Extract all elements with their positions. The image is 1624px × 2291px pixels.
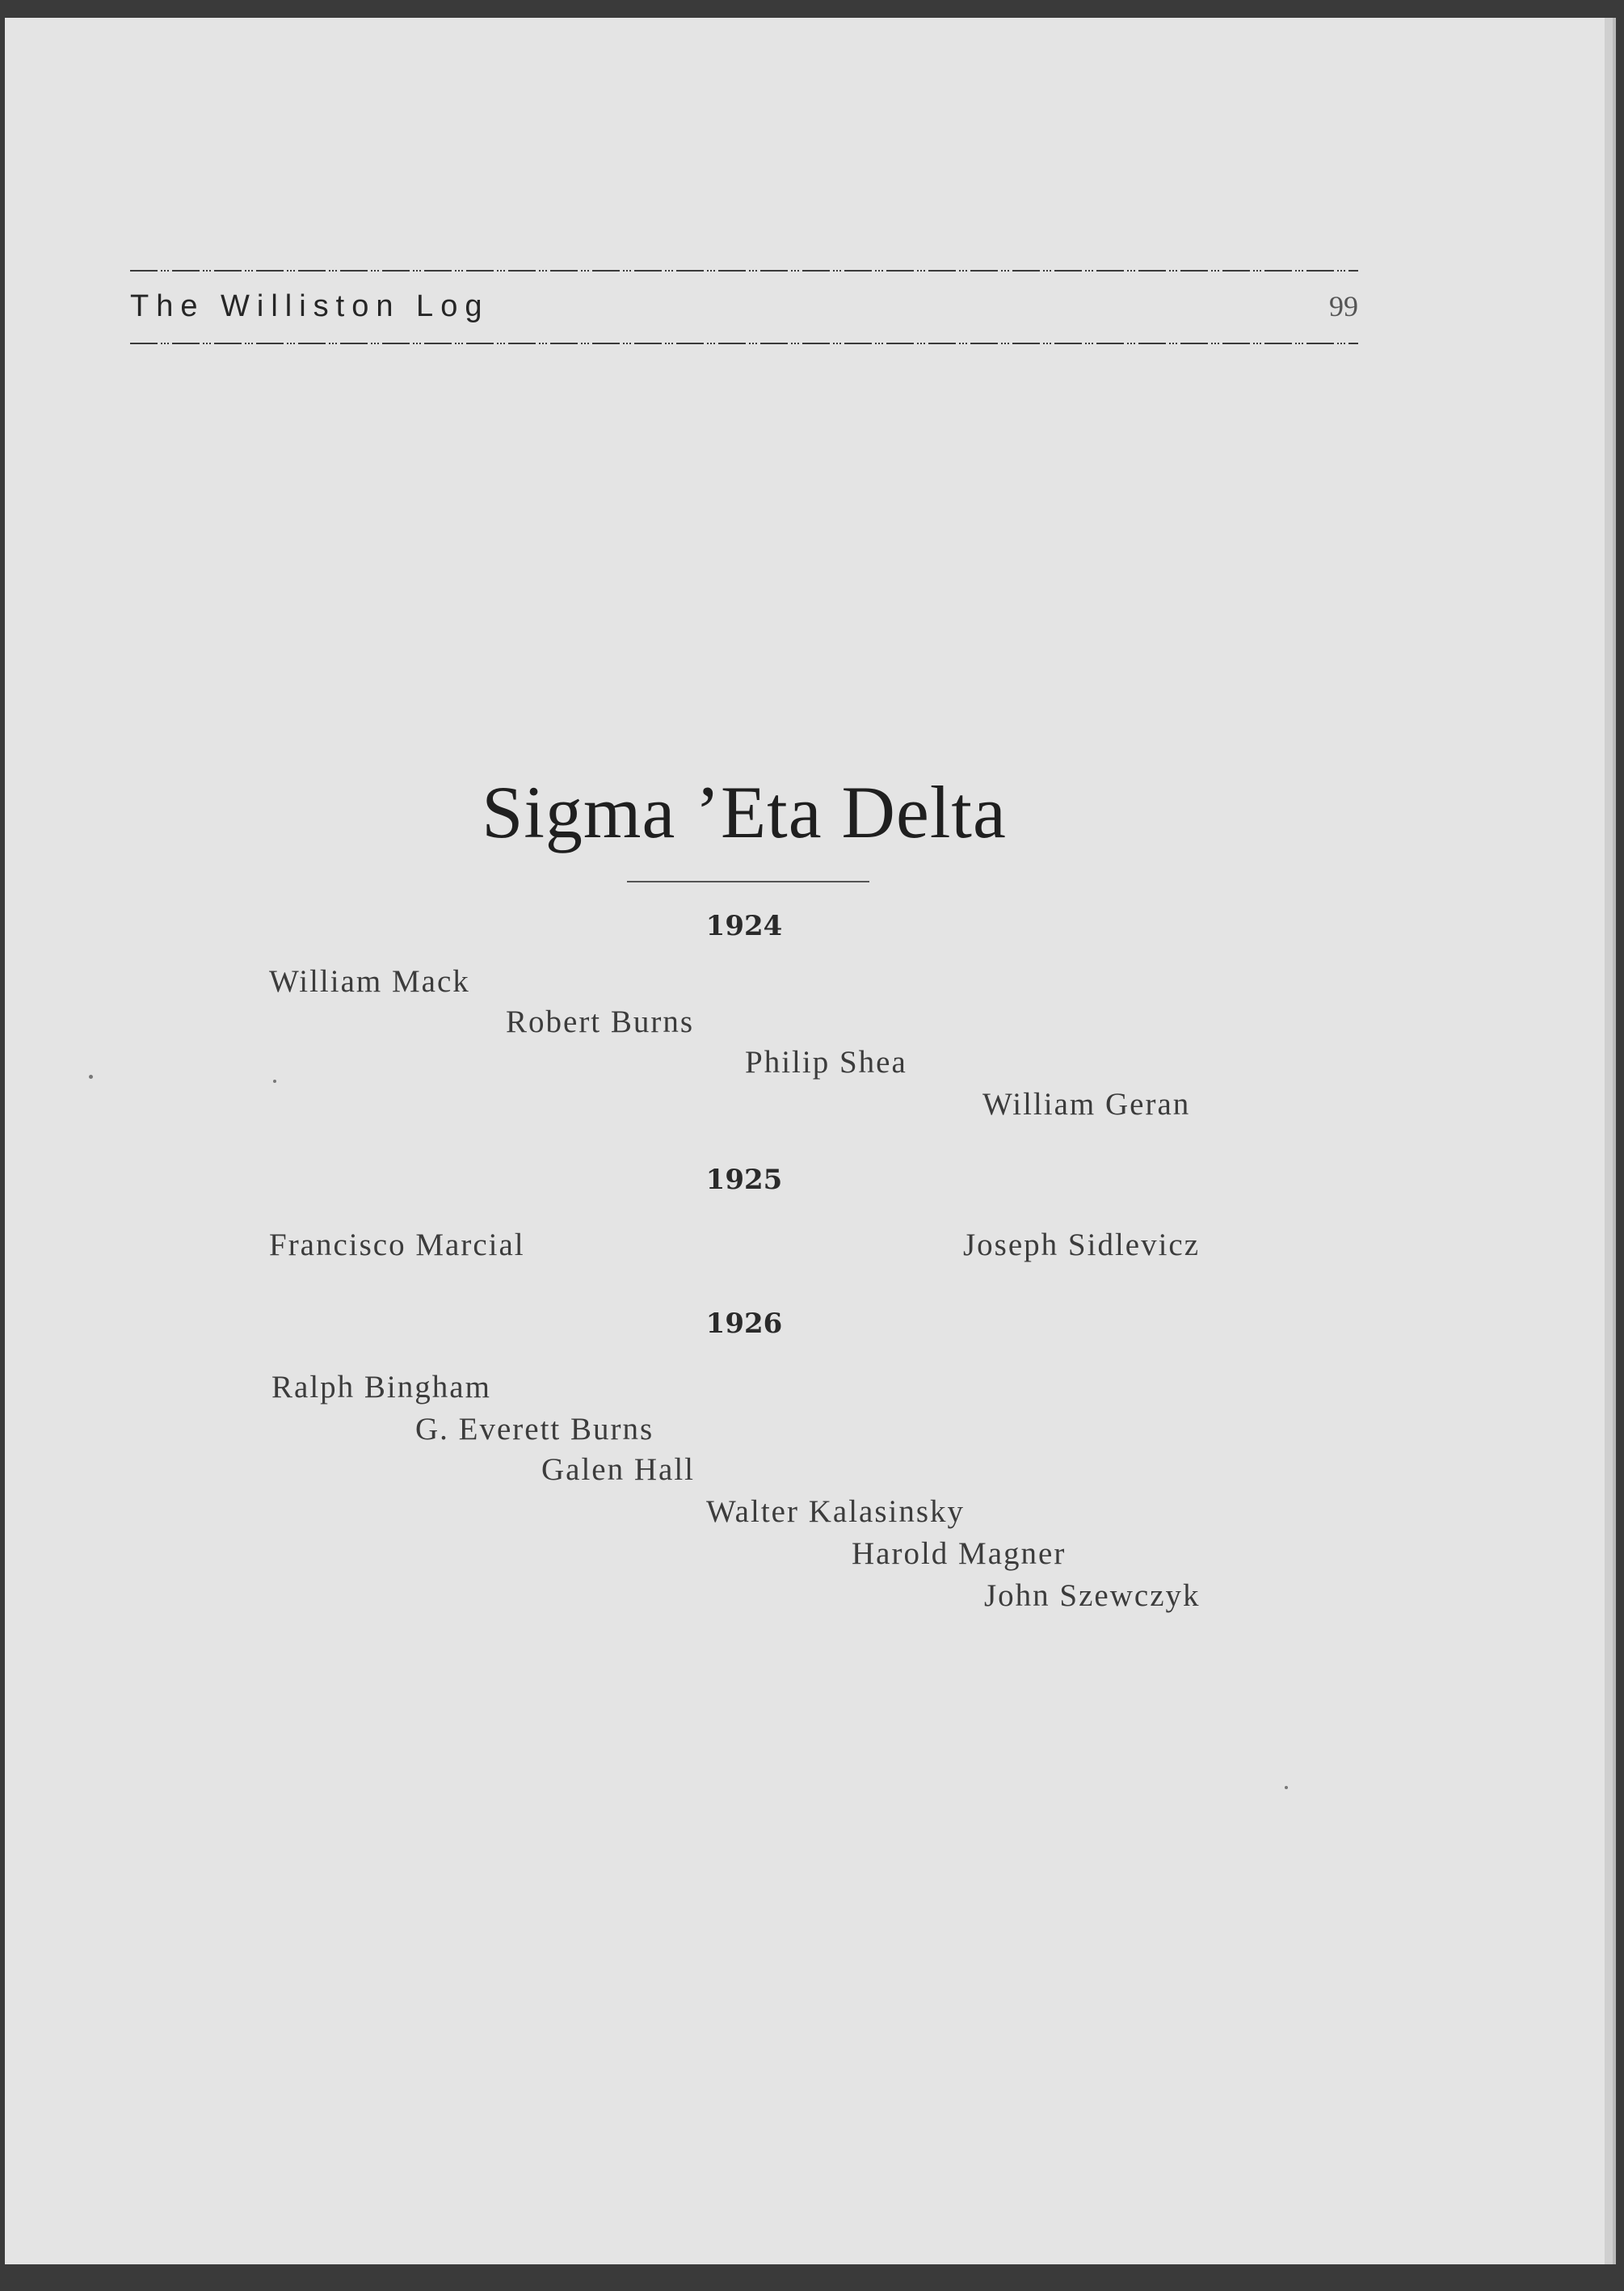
- year-heading-1925: 1925: [705, 1164, 783, 1196]
- header-rule-bottom: [130, 341, 1358, 346]
- running-head: [130, 289, 1358, 338]
- article-title: Sigma ’Eta Delta: [482, 771, 1007, 853]
- paper-speck: [273, 1080, 276, 1083]
- member-name: Galen Hall: [541, 1452, 696, 1487]
- member-name: Harold Magner: [852, 1536, 1067, 1571]
- member-name: Francisco Marcial: [269, 1228, 525, 1262]
- page-number: 99: [1329, 290, 1358, 322]
- member-name: Robert Burns: [506, 1004, 695, 1039]
- member-name: William Mack: [269, 964, 470, 999]
- member-name: Walter Kalasinsky: [706, 1494, 966, 1529]
- member-name: Ralph Bingham: [271, 1370, 491, 1405]
- journal-title: The Williston Log: [130, 289, 490, 323]
- member-name: William Geran: [982, 1087, 1191, 1122]
- member-name: Joseph Sidlevicz: [963, 1228, 1201, 1262]
- paper-speck: [1285, 1786, 1288, 1789]
- member-name: John Szewczyk: [984, 1578, 1201, 1613]
- year-heading-1924: 1924: [705, 910, 783, 942]
- page: [5, 18, 1616, 2264]
- paper-speck: [89, 1075, 93, 1079]
- member-name: Philip Shea: [745, 1045, 907, 1080]
- member-name: G. Everett Burns: [415, 1412, 654, 1447]
- page-edge: [1605, 18, 1613, 2264]
- header-rule-top: [130, 268, 1358, 273]
- title-underline: [627, 881, 869, 882]
- year-heading-1926: 1926: [705, 1308, 783, 1340]
